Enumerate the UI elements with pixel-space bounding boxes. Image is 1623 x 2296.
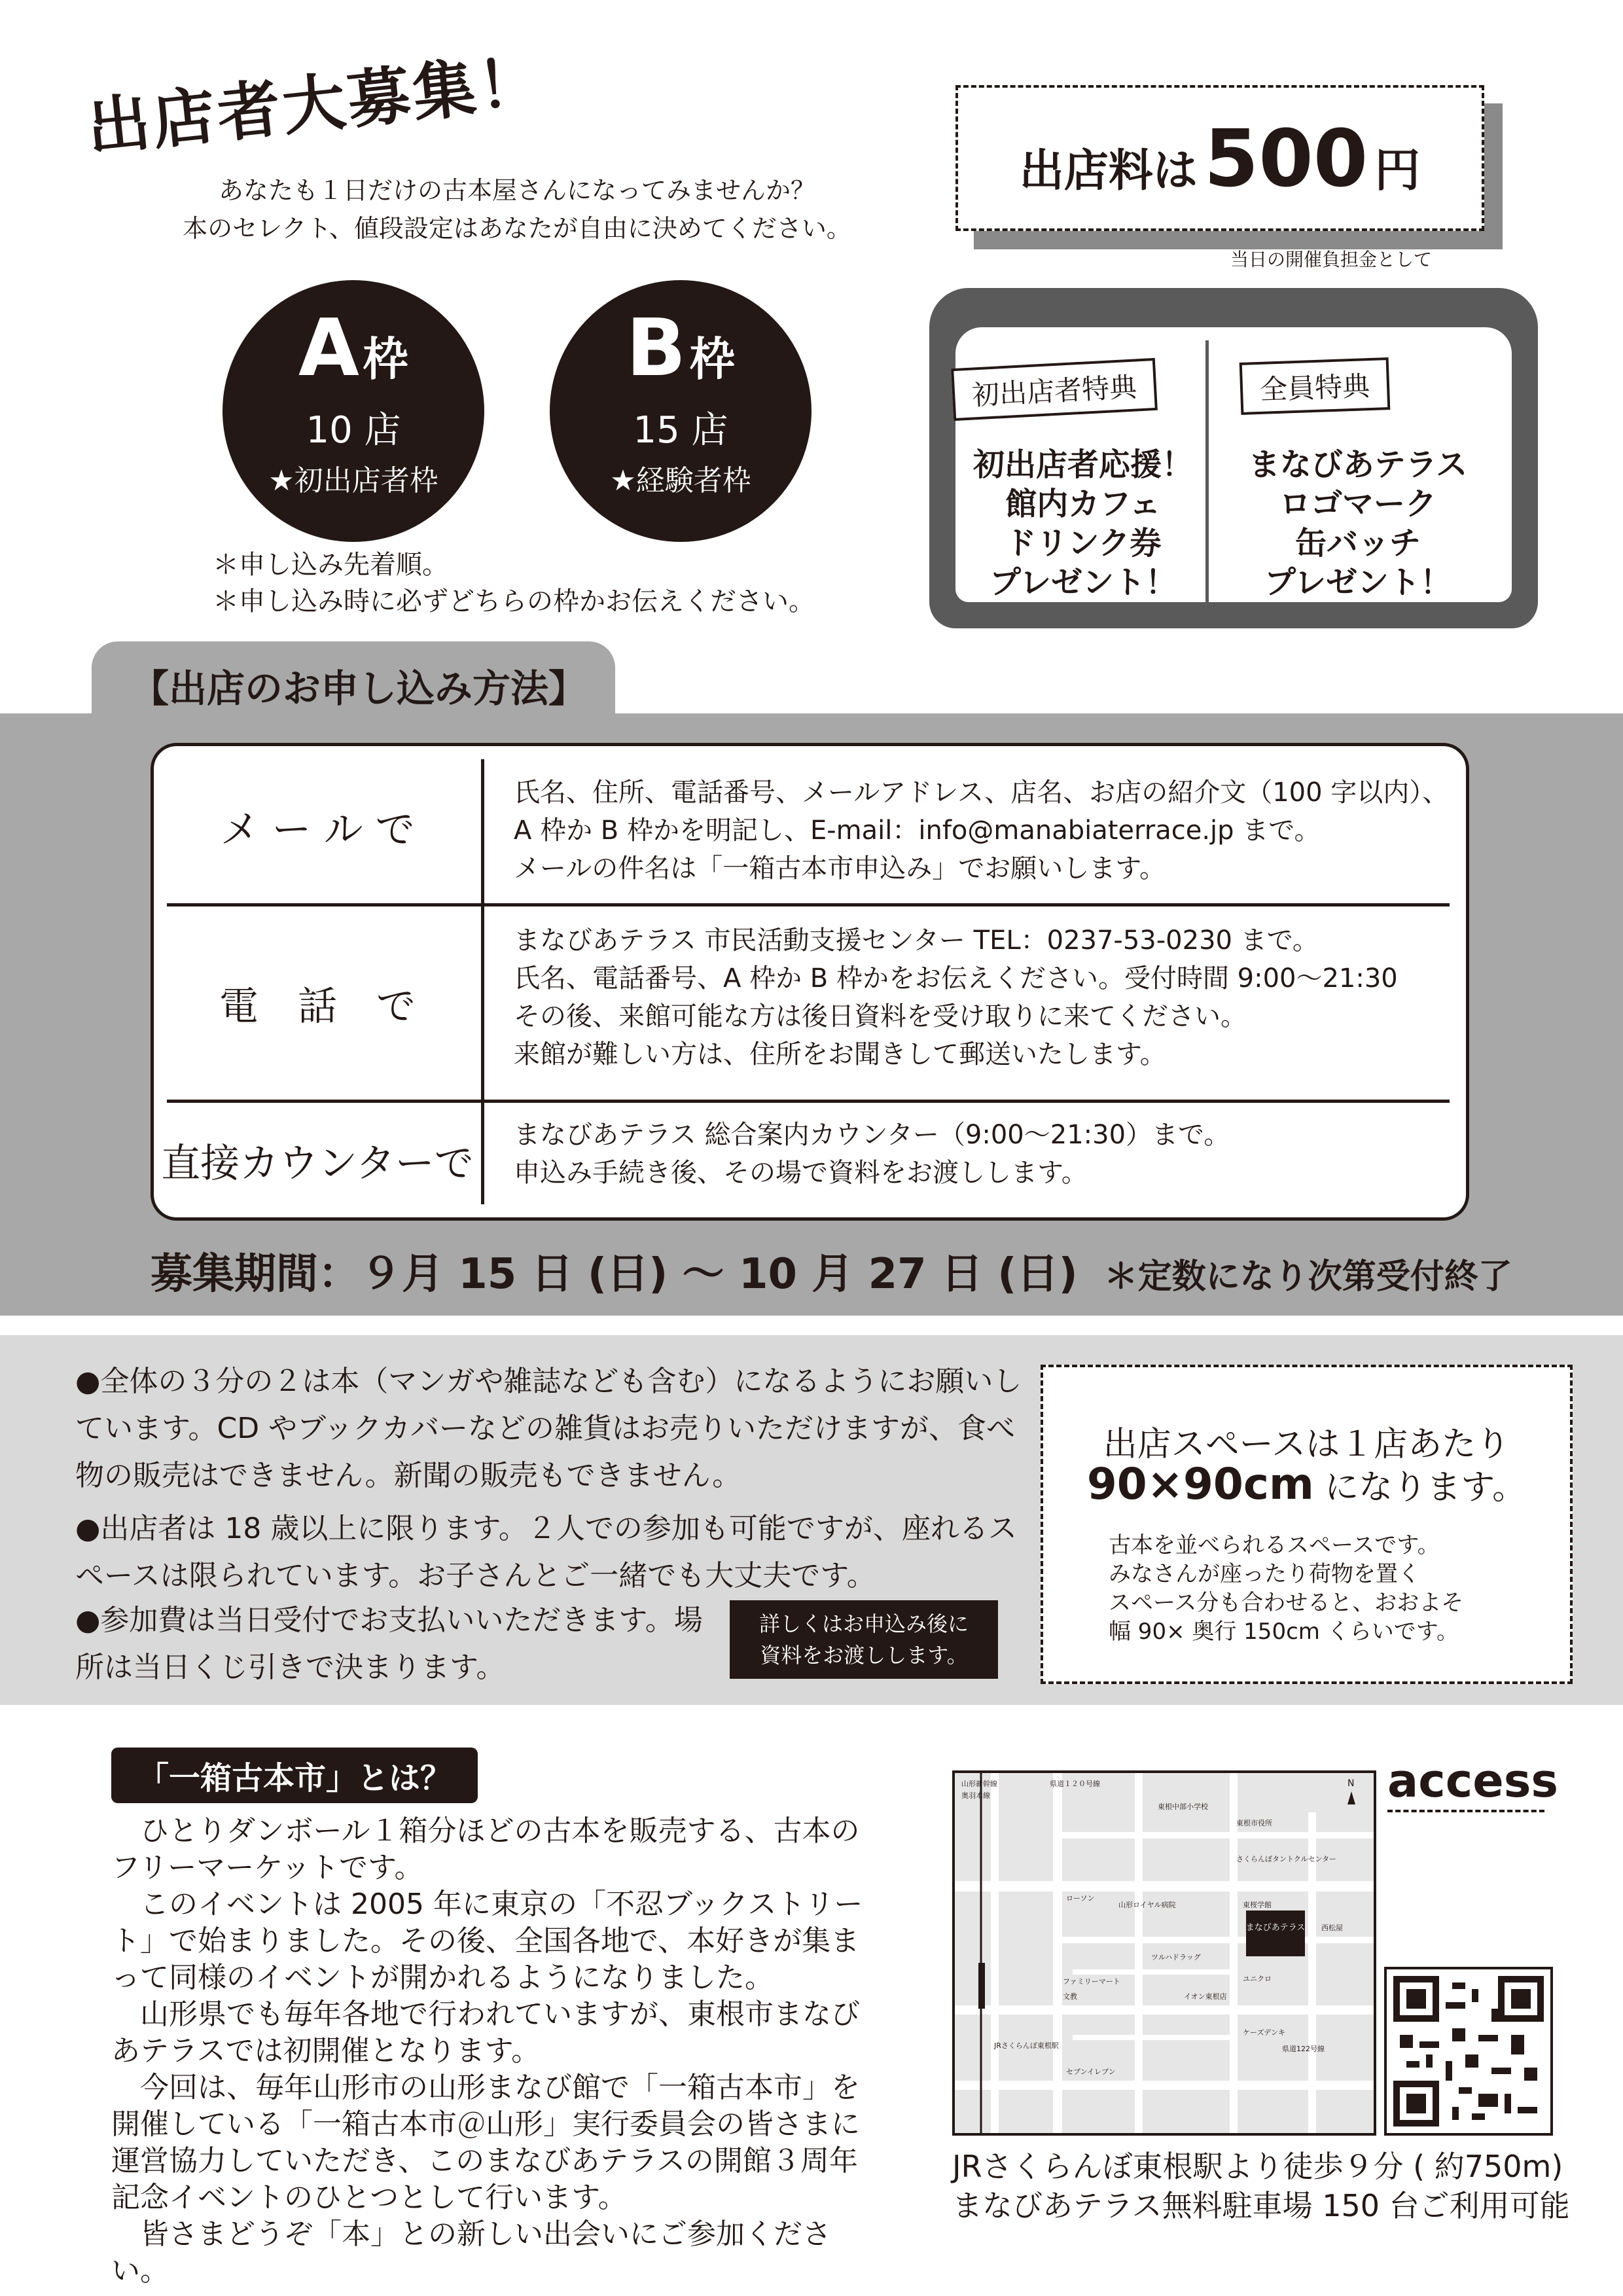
- about-body: [111, 1813, 877, 2289]
- map-label-ksdenki: ケーズデンキ: [1243, 2028, 1286, 2037]
- row-text-phone: [514, 922, 1398, 1073]
- map-label-center: さくらんぼタントクルセンター: [1236, 1855, 1337, 1863]
- map-label-famima: ファミリーマート: [1063, 1977, 1120, 1986]
- table-divider-2: [167, 1100, 1450, 1103]
- perk-right-tag: 全員特典: [1240, 357, 1391, 415]
- about-paragraph: 山形県でも毎年各地で行われていますが、東根市まなびあテラスでは初開催となります。: [111, 1998, 860, 2068]
- table-line: その後、来館可能な方は後日資料を受け取りに来てください。: [514, 1001, 1247, 1031]
- map-label-drug: ツルハドラッグ: [1151, 1953, 1201, 1962]
- map-label-route120: 県道１２０号線: [1050, 1780, 1100, 1788]
- map-label-school: 東根中部小学校: [1158, 1803, 1208, 1811]
- row-label-counter: 直接カウンターで: [161, 1141, 474, 1187]
- map-label-ou: 奥羽本線: [961, 1791, 990, 1800]
- space-detail: 古本を並べられるスペースです。 みなさんが座ったり荷物を置く スペース分も合わせると、おおよそ 幅 90× 奥行 150cm くらいです。: [1109, 1532, 1464, 1645]
- period-note: ＊定数になり次第受付終了: [1103, 1257, 1512, 1297]
- map-label-route122: 県道122号線: [1282, 2045, 1325, 2053]
- period-text: 募集期間：９月 15 日 (日) 〜 10 月 27 日 (日): [151, 1250, 1078, 1299]
- slot-b-waku: 枠: [689, 332, 736, 386]
- table-divider-1: [167, 903, 1450, 906]
- slot-note-2: ＊申し込み時に必ずどちらの枠かお伝えください。: [213, 586, 815, 617]
- map-label-cityhall: 東根市役所: [1236, 1819, 1272, 1827]
- fee-box: [955, 85, 1484, 231]
- map-label-station: JRさくらんぼ東根駅: [994, 2041, 1059, 2050]
- slot-b-count: 15 店: [633, 409, 728, 452]
- intro-line-2: 本のセレクト、値段設定はあなたが自由に決めてください。: [183, 214, 851, 243]
- map-label-highschool: 東桜学館: [1243, 1901, 1272, 1909]
- table-line: まなびあテラス 市民活動支援センター TEL：0237-53-0230 まで。: [514, 925, 1319, 956]
- condition-item-3: ●参加費は当日受付でお支払いいただきます。場所は当日くじ引きで決まります。: [75, 1604, 703, 1684]
- table-line: 申込み手続き後、その場で資料をお渡しします。: [514, 1158, 1088, 1188]
- map-label-bunkyo: 文教: [1063, 1992, 1077, 2001]
- access-line-2: まなびあテラス無料駐車場 150 台ご利用可能: [952, 2188, 1570, 2223]
- application-heading: 【出店のお申し込み方法】: [131, 666, 587, 711]
- slot-a-title: [223, 303, 484, 394]
- table-line: まなびあテラス 総合案内カウンター（9:00〜21:30）まで。: [514, 1120, 1230, 1150]
- map-label-hospital: 山形ロイヤル病院: [1118, 1901, 1176, 1909]
- intro-line-1: あなたも１日だけの古本屋さんになってみませんか？: [218, 176, 815, 205]
- space-line-2: [1043, 1459, 1570, 1509]
- slot-b-kind: ★経験者枠: [610, 464, 751, 497]
- intro-text: [131, 171, 903, 247]
- fee-amount: 500: [1204, 114, 1368, 205]
- fee-prefix: 出店料は: [1019, 145, 1198, 197]
- map-graphic: [955, 1773, 1374, 2133]
- page-title: 出店者大募集！: [83, 44, 547, 166]
- slot-b-title: [550, 303, 812, 394]
- map-label-venue: まなびあテラス: [1245, 1923, 1306, 1933]
- access-underline: [1387, 1810, 1544, 1818]
- row-text-mail: [514, 774, 1448, 888]
- access-line-1: JRさくらんぼ東根駅より徒歩９分 ( 約750m): [952, 2149, 1563, 2184]
- slot-b-letter: B: [626, 303, 687, 394]
- space-box: [1041, 1365, 1573, 1684]
- perk-right-text: まなびあテラス ロゴマーク 缶バッチ プレゼント！: [1248, 446, 1468, 601]
- details-note-line-2: 資料をお渡しします。: [760, 1643, 968, 1668]
- condition-item-1: ●全体の３分の２は本（マンガや雑誌なども含む）になるようにお願いしています。CD やブックカバーなどの雑貨はお売りいただけますが、食べ物の販売はできません。新聞の販売もできません。: [75, 1365, 1022, 1492]
- slot-a-circle: [223, 280, 484, 542]
- fee-unit: 円: [1374, 143, 1421, 197]
- table-line: A 枠か B 枠かを明記し、E-mail：info@manabiaterrace.jp まで。: [514, 816, 1321, 846]
- space-size: 90×90cm: [1086, 1459, 1314, 1509]
- slot-b-circle: [550, 280, 812, 542]
- row-text-counter: [514, 1116, 1230, 1192]
- perks-book-spine: [1205, 340, 1209, 628]
- table-line: 氏名、電話番号、A 枠か B 枠かをお伝えください。受付時間 9:00〜21:30: [514, 963, 1398, 994]
- map-label-shinkansen: 山形新幹線: [961, 1780, 997, 1788]
- fee-text: [958, 114, 1482, 205]
- slot-notes: [213, 547, 815, 620]
- slot-a-kind: ★初出店者枠: [268, 464, 438, 497]
- application-period: [151, 1240, 1512, 1300]
- about-heading: 「一箱古本市」とは？: [111, 1748, 478, 1803]
- space-line-1: 出店スペースは１店あたり: [1103, 1425, 1510, 1464]
- table-divider-vertical: [481, 759, 484, 1204]
- qr-code[interactable]: [1384, 1967, 1553, 2136]
- access-heading: access: [1387, 1754, 1559, 1808]
- about-paragraph: 皆さまどうぞ「本」との新しい出会いにご参加ください。: [111, 2217, 831, 2287]
- fee-note: 当日の開催負担金として: [1230, 249, 1433, 270]
- space-suffix: になります。: [1313, 1468, 1527, 1507]
- map-label-lawson: ローソン: [1066, 1894, 1095, 1903]
- map-label-aeon: イオン東根店: [1184, 1992, 1227, 2001]
- access-info: [952, 2147, 1570, 2225]
- map-north-label: N: [1347, 1778, 1355, 1789]
- details-note: [730, 1600, 998, 1679]
- slot-a-waku: 枠: [362, 332, 408, 386]
- application-table: [151, 743, 1469, 1221]
- table-line: メールの件名は「一箱古本市申込み」でお願いします。: [514, 853, 1166, 884]
- about-paragraph: このイベントは 2005 年に東京の「不忍ブックストリート」で始まりました。その後、全国各地で、本好きが集まって同様のイベントが開かれるようになりました。: [111, 1888, 863, 1994]
- details-note-line-1: 詳しくはお申込み後に: [758, 1611, 969, 1636]
- map-label-unicolo: ユニクロ: [1243, 1975, 1272, 1983]
- map-label-nishimatsuya: 西松屋: [1321, 1924, 1343, 1932]
- row-label-phone: 電 話 で: [219, 984, 416, 1030]
- perk-left-text: 初出店者応援！ 館内カフェ ドリンク券 プレゼント！: [972, 446, 1193, 601]
- slot-a-count: 10 店: [306, 409, 401, 452]
- about-paragraph: 今回は、毎年山形市の山形まなび館で「一箱古本市」を開催している「一箱古本市＠山形」実行委員会の皆さまに運営協力していただき、このまなびあテラスの開館３周年記念イベントのひとつとして行います。: [111, 2071, 860, 2214]
- table-line: 来館が難しい方は、住所をお聞きして郵送いたします。: [514, 1039, 1166, 1069]
- slot-note-1: ＊申し込み先着順。: [213, 550, 448, 580]
- table-line: 氏名、住所、電話番号、メールアドレス、店名、お店の紹介文（100 字以内）、: [514, 778, 1449, 808]
- about-paragraph: ひとりダンボール１箱分ほどの古本を販売する、古本のフリーマーケットです。: [111, 1814, 860, 1884]
- qr-code-icon: [1387, 1969, 1550, 2133]
- map-label-seven: セブンイレブン: [1066, 2068, 1116, 2076]
- slot-a-letter: A: [298, 303, 359, 394]
- condition-item-2: ●出店者は 18 歳以上に限ります。２人での参加も可能ですが、座れるスペースは限られています。お子さんとご一緒でも大丈夫です。: [75, 1512, 1017, 1592]
- access-map: [952, 1770, 1376, 2136]
- perk-left-tag: 初出店者特典: [951, 358, 1158, 421]
- row-label-mail: メ ー ル で: [220, 807, 415, 853]
